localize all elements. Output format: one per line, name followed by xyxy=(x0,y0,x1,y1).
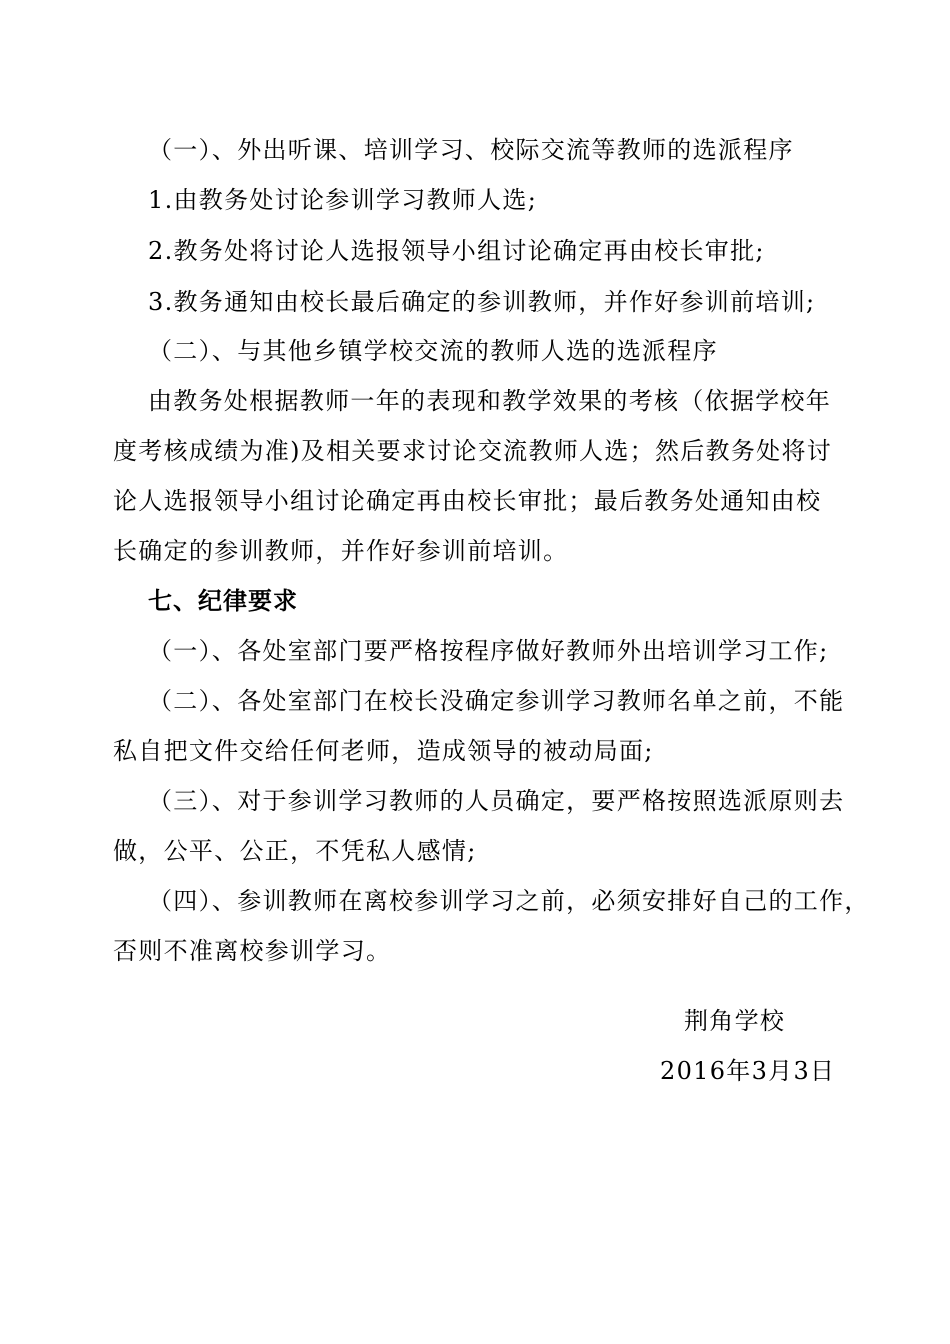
section-heading-discipline: 七、纪律要求 xyxy=(148,587,298,615)
rule-1: （一）、各处室部门要严格按程序做好教师外出培训学习工作; xyxy=(148,637,829,665)
paragraph-line: 长确定的参训教师，并作好参训前培训。 xyxy=(113,537,569,565)
procedure-item-1: 1.由教务处讨论参训学习教师人选; xyxy=(148,186,538,214)
signature-date: 2016年3月3日 xyxy=(660,1057,836,1085)
paragraph-line: 论人选报领导小组讨论确定再由校长审批；最后教务处通知由校 xyxy=(113,487,822,515)
procedure-item-3: 3.教务通知由校长最后确定的参训教师，并作好参训前培训; xyxy=(148,288,816,316)
rule-4-line: （四）、参训教师在离校参训学习之前，必须安排好自己的工作， xyxy=(148,887,870,915)
rule-2-line: 私自把文件交给任何老师，造成领导的被动局面; xyxy=(113,737,654,765)
paragraph-line: 度考核成绩为准)及相关要求讨论交流教师人选；然后教务处将讨 xyxy=(113,437,833,465)
rule-3-line: （三）、对于参训学习教师的人员确定，要严格按照选派原则去 xyxy=(148,787,845,815)
subtitle-selection-procedure-1: （一）、外出听课、培训学习、校际交流等教师的选派程序 xyxy=(148,136,794,164)
signature-school: 荆角学校 xyxy=(684,1007,786,1035)
paragraph-line: 由教务处根据教师一年的表现和教学效果的考核（依据学校年 xyxy=(148,387,832,415)
procedure-item-2: 2.教务处将讨论人选报领导小组讨论确定再由校长审批; xyxy=(148,237,765,265)
rule-4-line: 否则不准离校参训学习。 xyxy=(113,937,392,965)
rule-3-line: 做，公平、公正，不凭私人感情; xyxy=(113,837,477,865)
subtitle-selection-procedure-2: （二）、与其他乡镇学校交流的教师人选的选派程序 xyxy=(148,337,718,365)
rule-2-line: （二）、各处室部门在校长没确定参训学习教师名单之前，不能 xyxy=(148,687,845,715)
